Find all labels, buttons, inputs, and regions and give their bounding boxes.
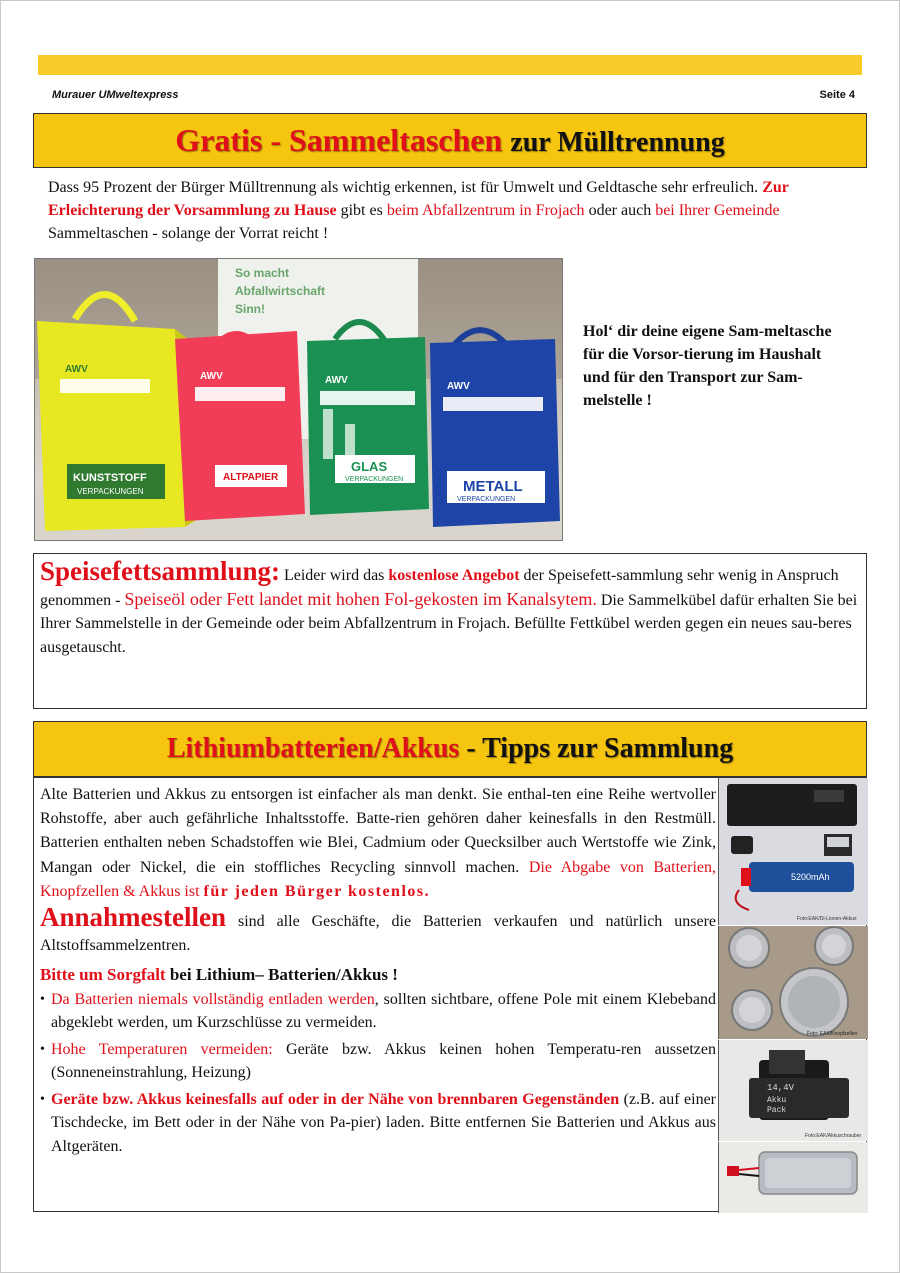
akku-label-voltage: 14,4V — [767, 1083, 795, 1093]
care-heading — [40, 963, 716, 987]
bag4-sublabel: VERPACKUNGEN — [457, 496, 516, 503]
bag1-label: KUNSTSTOFF — [73, 472, 147, 484]
battery-capacity-label: 5200mAh — [791, 872, 830, 882]
bag2-label: ALTPAPIER — [223, 472, 279, 483]
bag4-label: METALL — [463, 478, 523, 495]
lithium-title-red: Lithiumbatterien/Akkus — [166, 733, 460, 764]
intro-text-5: oder auch — [588, 202, 652, 219]
photo1-credit: Foto:EAK/Di-Lionen-Akkus — [797, 916, 857, 922]
photo2-credit: Foto: EAK/Knopfzellen — [807, 1031, 858, 1037]
speisefett-text-4: Speiseöl oder Fett landet mit hohen Fol-gekosten im Kanalsytem. — [124, 588, 597, 609]
bag1-sublabel: VERPACKUNGEN — [77, 487, 144, 496]
bag-caption: Hol‘ dir deine eigene Sam-meltasche für die Vorsor-tierung im Haushalt und für den Transport zur Sam-melstelle ! — [583, 323, 832, 409]
bullet-item-1 — [40, 988, 716, 1035]
care-heading-red: Bitte um Sorgfalt — [40, 965, 166, 985]
publication-name: Murauer UMweltexpress — [52, 89, 179, 101]
bullet-1-text: , sollten sichtbare, offene Pole mit einem Klebeband abgeklebt werden, um Kurzschlüsse zu vermeiden. — [51, 990, 716, 1032]
intro-text-6: bei Ihrer Gemeinde — [655, 202, 780, 219]
bullet-item-3 — [40, 1088, 716, 1159]
lithium-paragraph-1 — [40, 783, 716, 904]
title-red-part: Gratis - Sammeltaschen — [175, 122, 503, 158]
lithium-title-dark: - Tipps zur Sammlung — [466, 733, 734, 764]
akkuschrauber-photo — [718, 1040, 868, 1141]
speisefett-text-1: Leider wird das — [283, 567, 385, 584]
lithium-p1-red-bold: für jeden Bürger kostenlos. — [203, 882, 431, 900]
section-title-sammeltaschen — [33, 113, 867, 168]
poster-line-2: Abfallwirtschaft — [235, 284, 326, 298]
knopfzellen-photo — [718, 926, 868, 1039]
bullet-item-2 — [40, 1038, 716, 1085]
intro-text-7: Sammeltaschen - solange der Vorrat reicht ! — [48, 225, 329, 242]
bag1-logo: AWV — [65, 364, 88, 375]
speisefett-text-2: kostenlose Angebot — [388, 567, 520, 584]
bag3-label: GLAS — [351, 459, 388, 474]
annahme-text: sind alle Geschäfte, die Batterien verkaufen und natürlich unsere Altstoffsammelzentren. — [40, 913, 717, 955]
bag3-sublabel: VERPACKUNGEN — [345, 476, 404, 483]
title-dark-part: zur Mülltrennung — [510, 127, 725, 158]
bullet-3-red-bold: Geräte bzw. Akkus keinesfalls auf oder in der Nähe von brennbaren Gegenständen — [51, 1090, 620, 1108]
bullet-2-red: Hohe Temperaturen vermeiden: — [51, 1040, 273, 1058]
intro-text-2: Zur Erleichterung der Vorsammlung zu Hause — [48, 179, 789, 219]
lithium-akkus-photo — [718, 778, 868, 925]
speisefett-heading: Speisefettsammlung: — [40, 556, 280, 586]
section-title-lithium — [33, 721, 867, 777]
collection-bags-photo — [34, 258, 563, 541]
annahme-heading: Annahmestellen — [40, 902, 227, 933]
akku-label-akku: Akku — [767, 1096, 787, 1105]
photo3-credit: Foto:EAK/Akkuschrauber — [805, 1133, 862, 1139]
poster-line-3: Sinn! — [235, 302, 265, 316]
care-heading-dark: bei Lithium– Batterien/Akkus ! — [169, 965, 398, 985]
bullet-1-red: Da Batterien niemals vollständig entladen werden — [51, 990, 375, 1008]
page-number: Seite 4 — [819, 89, 855, 101]
akku-label-pack: Pack — [767, 1106, 787, 1115]
annahme-paragraph — [40, 902, 717, 958]
poster-line-1: So macht — [235, 266, 290, 280]
bullet-3-text: (z.B. auf einer Tischdecke, im Bett oder in der Nähe von Pa-pier) laden. Bitte entfernen Sie Batterien und Akkus aus Altgeräten. — [51, 1090, 716, 1155]
intro-text-4: beim Abfallzentrum in Frojach — [386, 202, 585, 219]
intro-text-3: gibt es — [340, 202, 383, 219]
bags-illustration — [35, 259, 563, 541]
intro-paragraph — [48, 176, 863, 245]
lithium-box — [33, 777, 867, 1212]
lithium-p1: Alte Batterien und Akkus zu entsorgen ist einfacher als man denkt. Sie enthal-ten eine Reihe wertvoller Rohstoffe, aber auch gefährliche Inhaltsstoffe. Batte-rien gehören daher keinesfalls in den Restmüll. Batterien enthalten neben Schadstoffen wie Blei, Cadmium oder Quecksilber auch Wertstoffe wie Zink, Mangan oder Nickel, die ein stoffliches Recycling sinnvoll machen. — [40, 786, 716, 876]
speisefett-box — [33, 553, 867, 709]
header-color-bar — [38, 55, 862, 75]
bag4-logo: AWV — [447, 381, 470, 392]
lipo-pouch-photo — [718, 1142, 868, 1213]
bag2-logo: AWV — [200, 371, 223, 382]
bag3-logo: AWV — [325, 375, 348, 386]
bullet-2-text: Geräte bzw. Akkus keinen hohen Temperatu-ren aussetzen (Sonneneinstrahlung, Heizung) — [51, 1040, 716, 1082]
speisefett-text-5: Die Sammelkübel dafür erhalten Sie bei Ihrer Sammelstelle in der Gemeinde oder beim Abfallzentrum in Frojach. Befüllte Fettkübel werden gegen ein neues sau-beres ausgetauscht. — [40, 591, 858, 656]
speisefett-text-3: der Speisefett-sammlung sehr wenig in Anspruch genommen - — [40, 567, 839, 609]
intro-text-1: Dass 95 Prozent der Bürger Mülltrennung als wichtig erkennen, ist für Umwelt und Geldtasche sehr erfreulich. — [48, 179, 759, 196]
lithium-p1-red: Die Abgabe von Batterien, Knopfzellen & Akkus ist — [40, 858, 717, 900]
lithium-text-column — [40, 783, 716, 1158]
battery-photo-column — [718, 778, 868, 1213]
